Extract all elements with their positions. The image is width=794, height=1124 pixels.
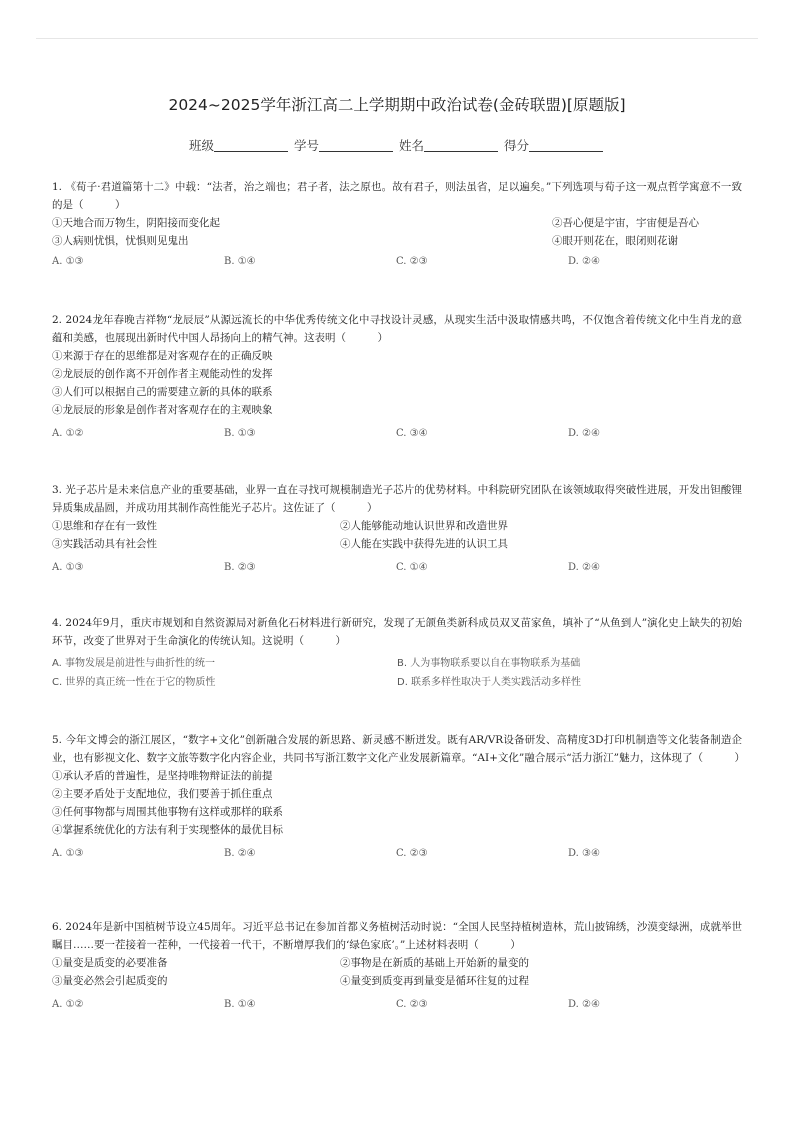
q6-choice-a[interactable]: A. ①② xyxy=(52,999,84,1010)
q3-choice-a[interactable]: A. ①③ xyxy=(52,562,84,573)
q5-choice-a[interactable]: A. ①③ xyxy=(52,848,84,859)
q1-statement-1: ①天地合而万物生，阴阳接而变化起 xyxy=(52,217,220,229)
score-blank[interactable] xyxy=(529,139,603,152)
q1-choice-d[interactable]: D. ②④ xyxy=(568,256,600,267)
q5-statement-3: ③任何事物都与周围其他事物有这样或那样的联系 xyxy=(52,806,283,818)
q1-choice-c[interactable]: C. ②③ xyxy=(396,256,428,267)
question-3 xyxy=(52,482,742,573)
q1-statement-4: ④眼开则花在，眼闭则花谢 xyxy=(552,235,678,247)
q2-statement-2: ②龙辰辰的创作离不开创作者主观能动性的发挥 xyxy=(52,368,273,380)
q5-statement-1: ①承认矛盾的普遍性，是坚持唯物辩证法的前提 xyxy=(52,770,273,782)
question-2-stem: 2. 2024龙年春晚吉祥物“龙辰辰”从源远流长的中华优秀传统文化中寻找设计灵感，从现实生活中汲取情感共鸣，不仅饱含着传统文化中生肖龙的意蕴和美感，也展现出新时代中国人昂扬向上的精气神。这表明（ ） xyxy=(52,314,742,344)
q3-choice-c[interactable]: C. ①④ xyxy=(396,562,428,573)
page-title: 2024~2025学年浙江高二上学期期中政治试卷(金砖联盟)[原题版] xyxy=(168,96,626,114)
q2-statement-4: ④龙辰辰的形象是创作者对客观存在的主观映象 xyxy=(52,404,273,416)
q6-choice-b[interactable]: B. ①④ xyxy=(224,999,256,1010)
q6-statement-4: ④量变到质变再到量变是循环往复的过程 xyxy=(340,975,529,987)
q4-choice-b[interactable]: B. 人为事物联系要以自在事物联系为基础 xyxy=(397,658,581,669)
q4-choice-a[interactable]: A. 事物发展是前进性与曲折性的统一 xyxy=(52,658,216,669)
student-info-line xyxy=(0,136,794,154)
q3-statement-4: ④人能在实践中获得先进的认识工具 xyxy=(340,538,508,550)
q2-choice-b[interactable]: B. ①③ xyxy=(224,428,256,439)
question-2 xyxy=(52,312,742,439)
q2-statement-3: ③人们可以根据自己的需要建立新的具体的联系 xyxy=(52,386,273,398)
q1-statement-3: ③人病则忧惧，忧惧则见鬼出 xyxy=(52,235,189,247)
q6-statement-1: ①量变是质变的必要准备 xyxy=(52,957,168,969)
q3-choice-b[interactable]: B. ②③ xyxy=(224,562,256,573)
student-id-label: 学号 xyxy=(293,138,319,153)
q1-choice-a[interactable]: A. ①③ xyxy=(52,256,84,267)
q2-choice-d[interactable]: D. ②④ xyxy=(568,428,600,439)
class-label: 班级 xyxy=(188,138,214,153)
q6-statement-2: ②事物是在新质的基础上开始新的量变的 xyxy=(340,957,529,969)
q6-choice-c[interactable]: C. ②③ xyxy=(396,999,428,1010)
q1-statement-2: ②吾心便是宇宙，宇宙便是吾心 xyxy=(552,217,699,229)
name-label: 姓名 xyxy=(398,138,424,153)
score-field[interactable] xyxy=(504,136,605,154)
question-4 xyxy=(52,615,742,692)
question-1 xyxy=(52,179,742,267)
q6-statement-3: ③量变必然会引起质变的 xyxy=(52,975,168,987)
q3-statement-2: ②人能够能动地认识世界和改造世界 xyxy=(340,520,508,532)
question-3-stem: 3. 光子芯片是未来信息产业的重要基础，业界一直在寻找可规模制造光子芯片的优势材料。中科院研究团队在该领域取得突破性进展，开发出钽酸锂异质集成晶圆，并成功用其制作高性能光子芯片。这佐证了（ ） xyxy=(52,484,742,514)
question-6-stem: 6. 2024年是新中国植树节设立45周年。习近平总书记在参加首都义务植树活动时说：“全国人民坚持植树造林，荒山披锦绣，沙漠变绿洲，成就举世瞩目……要一茬接着一茬种，一代接着一代干，不断增厚我们的‘绿色家底’。”上述材料表明（ ） xyxy=(52,921,742,951)
q3-choice-d[interactable]: D. ②④ xyxy=(568,562,600,573)
q3-statement-1: ①思维和存在有一致性 xyxy=(52,520,157,532)
class-field[interactable] xyxy=(189,136,290,154)
q4-choice-c[interactable]: C. 世界的真正统一性在于它的物质性 xyxy=(52,677,216,688)
name-field[interactable] xyxy=(399,136,500,154)
question-5 xyxy=(52,732,745,859)
q2-statement-1: ①来源于存在的思维都是对客观存在的正确反映 xyxy=(52,350,273,362)
header-rule xyxy=(36,38,758,39)
q3-statement-3: ③实践活动具有社会性 xyxy=(52,538,157,550)
question-5-stem: 5. 今年文博会的浙江展区，“数字+文化”创新融合发展的新思路、新灵感不断迸发。既有AR/VR设备研发、高精度3D打印机制造等文化装备制造企业，也有影视文化、数字文旅等数字化内容企业，共同书写浙江数字文化产业发展新篇章。“AI+文化”融合展示“活力浙江”魅力，这体现了（ ） xyxy=(52,734,745,764)
name-blank[interactable] xyxy=(424,139,498,152)
question-1-stem: 1. 《荀子·君道篇第十二》中载：“法者，治之端也；君子者，法之原也。故有君子，则法虽省，足以遍矣。”下列选项与荀子这一观点哲学寓意不一致的是（ ） xyxy=(52,181,742,211)
q4-choice-d[interactable]: D. 联系多样性取决于人类实践活动多样性 xyxy=(397,677,582,688)
q5-statement-2: ②主要矛盾处于支配地位，我们要善于抓住重点 xyxy=(52,788,273,800)
score-label: 得分 xyxy=(503,138,529,153)
q6-choice-d[interactable]: D. ②④ xyxy=(568,999,600,1010)
question-6 xyxy=(52,919,742,1010)
q2-choice-a[interactable]: A. ①② xyxy=(52,428,84,439)
q1-choice-b[interactable]: B. ①④ xyxy=(224,256,256,267)
q5-choice-d[interactable]: D. ③④ xyxy=(568,848,600,859)
class-blank[interactable] xyxy=(214,139,288,152)
q5-choice-b[interactable]: B. ②④ xyxy=(224,848,256,859)
student-id-field[interactable] xyxy=(294,136,395,154)
question-4-stem: 4. 2024年9月，重庆市规划和自然资源局对新鱼化石材料进行新研究，发现了无颌鱼类新科成员双叉苗家鱼，填补了“从鱼到人”演化史上缺失的初始环节，改变了世界对于生命演化的传统认知。这说明（ ） xyxy=(52,617,742,647)
q5-statement-4: ④掌握系统优化的方法有利于实现整体的最优目标 xyxy=(52,824,283,836)
q5-choice-c[interactable]: C. ②③ xyxy=(396,848,428,859)
student-id-blank[interactable] xyxy=(319,139,393,152)
q2-choice-c[interactable]: C. ③④ xyxy=(396,428,428,439)
